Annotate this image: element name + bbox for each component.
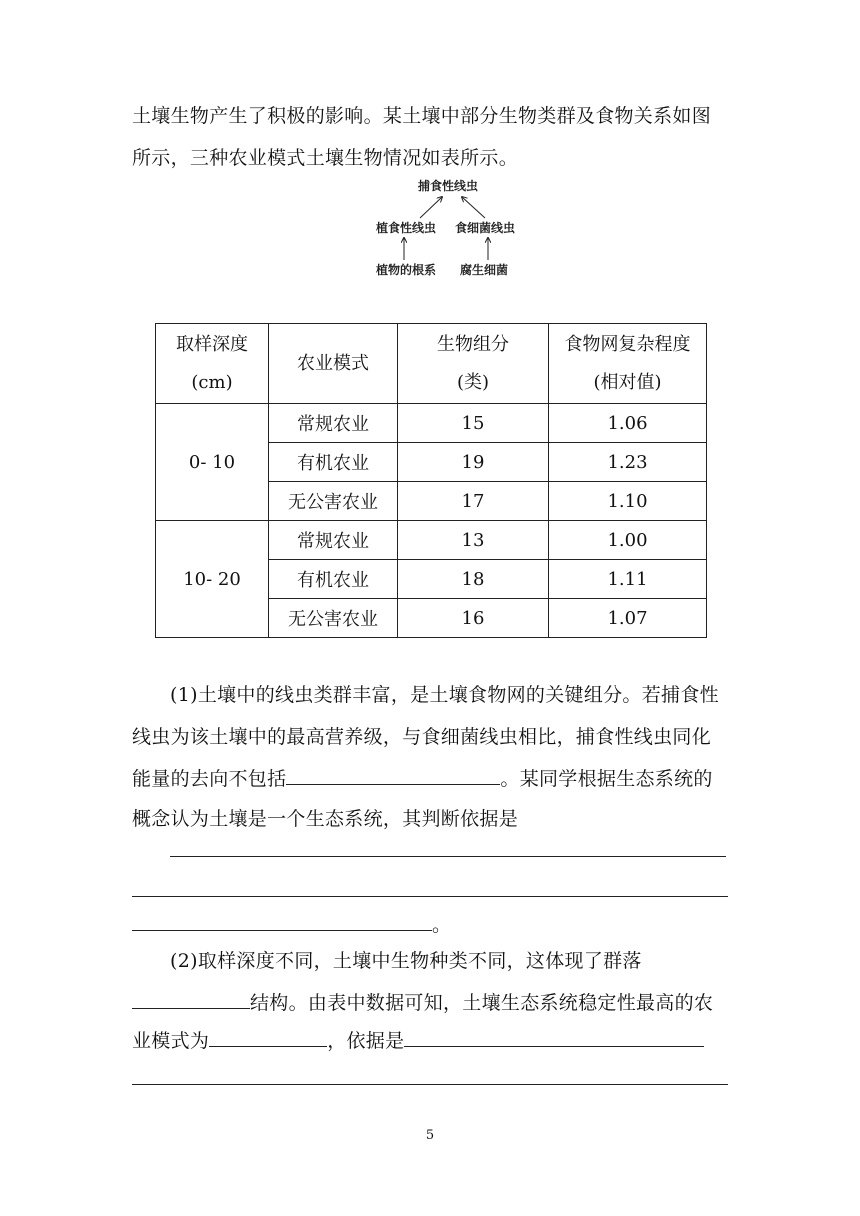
answer-blank-4[interactable] [132, 912, 432, 931]
node-predatory-nematode: 捕食性线虫 [418, 179, 479, 193]
mode-cell: 常规农业 [269, 404, 398, 443]
node-herbivorous-nematode: 植食性线虫 [376, 221, 437, 235]
table-row [156, 404, 707, 443]
arrow-bacterivore-to-predator [462, 197, 485, 218]
complexity-cell: 1.06 [549, 404, 707, 443]
answer-blank-1[interactable] [286, 766, 500, 785]
mode-cell: 有机农业 [269, 560, 398, 599]
answer-blank-5[interactable] [132, 990, 250, 1009]
food-web-diagram [360, 170, 560, 282]
groups-cell: 18 [398, 560, 549, 599]
q1-line-4: 概念认为土壤是一个生态系统，其判断依据是 [132, 808, 519, 830]
page-number: 5 [425, 1128, 435, 1143]
answer-blank-3[interactable] [132, 878, 728, 897]
header-groups: 生物组分 (类) [398, 324, 549, 404]
answer-blank-7[interactable] [404, 1028, 704, 1047]
header-depth: 取样深度 (cm) [156, 324, 269, 404]
header-complexity: 食物网复杂程度 (相对值) [549, 324, 707, 404]
answer-line-wrap [132, 878, 732, 904]
complexity-cell: 1.00 [549, 521, 707, 560]
complexity-cell: 1.10 [549, 482, 707, 521]
intro-line-2: 所示，三种农业模式土壤生物情况如表所示。 [132, 147, 519, 169]
q2-line-2: 结构。由表中数据可知，土壤生态系统稳定性最高的农 [132, 990, 732, 1016]
complexity-cell: 1.23 [549, 443, 707, 482]
q2-line-3: 业模式为 ，依据是 [132, 1028, 732, 1054]
mode-cell: 有机农业 [269, 443, 398, 482]
q2-line-1: (2)取样深度不同，土壤中生物种类不同，这体现了群落 [170, 950, 642, 972]
answer-line-wrap [170, 838, 730, 864]
depth-cell: 0- 10 [156, 404, 269, 521]
header-mode: 农业模式 [269, 324, 398, 404]
table-row [156, 521, 707, 560]
complexity-cell: 1.11 [549, 560, 707, 599]
groups-cell: 17 [398, 482, 549, 521]
depth-cell: 10- 20 [156, 521, 269, 638]
agriculture-mode-table [155, 323, 707, 638]
q1-line-1: (1)土壤中的线虫类群丰富，是土壤食物网的关键组分。若捕食性 [170, 684, 719, 706]
groups-cell: 15 [398, 404, 549, 443]
node-saprophytic-bacteria: 腐生细菌 [460, 263, 509, 277]
arrow-herbivore-to-predator [420, 197, 442, 218]
intro-line-1: 土壤生物产生了积极的影响。某土壤中部分生物类群及食物关系如图 [132, 105, 712, 127]
groups-cell: 13 [398, 521, 549, 560]
answer-line-wrap [132, 1066, 732, 1092]
q1-line-3: 能量的去向不包括 。某同学根据生态系统的 [132, 768, 713, 790]
mode-cell: 无公害农业 [269, 599, 398, 638]
q1-line-end: 。 [132, 912, 732, 938]
answer-blank-2[interactable] [170, 838, 726, 857]
q1-line-2: 线虫为该土壤中的最高营养级，与食细菌线虫相比，捕食性线虫同化 [132, 726, 712, 748]
node-plant-roots: 植物的根系 [376, 263, 437, 277]
groups-cell: 19 [398, 443, 549, 482]
complexity-cell: 1.07 [549, 599, 707, 638]
node-bacterivorous-nematode: 食细菌线虫 [455, 221, 516, 235]
groups-cell: 16 [398, 599, 549, 638]
answer-blank-6[interactable] [209, 1028, 327, 1047]
answer-blank-8[interactable] [132, 1066, 728, 1085]
mode-cell: 无公害农业 [269, 482, 398, 521]
mode-cell: 常规农业 [269, 521, 398, 560]
